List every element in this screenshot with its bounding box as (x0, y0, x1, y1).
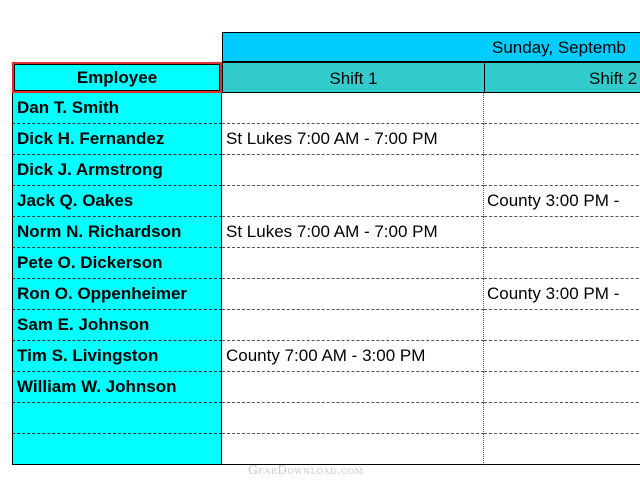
table-row (12, 434, 640, 465)
date-banner[interactable] (222, 32, 640, 62)
shift1-cell[interactable] (222, 186, 484, 217)
shift1-cell[interactable]: St Lukes 7:00 AM - 7:00 PM (222, 124, 484, 155)
employee-cell[interactable]: Dick J. Armstrong (12, 155, 222, 186)
employee-cell[interactable]: Jack Q. Oakes (12, 186, 222, 217)
shift1-cell[interactable] (222, 155, 484, 186)
employee-cell[interactable]: Sam E. Johnson (12, 310, 222, 341)
table-row (12, 124, 640, 155)
table-row (12, 279, 640, 310)
shift2-column-label: Shift 2 (589, 69, 638, 88)
shift2-cell[interactable] (484, 248, 640, 279)
shift1-cell[interactable] (222, 279, 484, 310)
table-row (12, 341, 640, 372)
shift2-cell[interactable] (484, 310, 640, 341)
watermark: GearDownload.com (248, 463, 364, 477)
shift1-cell[interactable] (222, 248, 484, 279)
employee-column-label: Employee (76, 68, 158, 87)
shift1-cell[interactable] (222, 310, 484, 341)
shift2-cell[interactable] (484, 434, 640, 465)
employee-cell[interactable] (12, 403, 222, 434)
employee-cell[interactable]: William W. Johnson (12, 372, 222, 403)
table-row (12, 217, 640, 248)
shift2-cell[interactable] (484, 93, 640, 124)
shift2-cell[interactable] (484, 217, 640, 248)
shift2-cell[interactable] (484, 372, 640, 403)
employee-cell[interactable]: Ron O. Oppenheimer (12, 279, 222, 310)
shift1-cell[interactable]: St Lukes 7:00 AM - 7:00 PM (222, 217, 484, 248)
employee-cell[interactable]: Tim S. Livingston (12, 341, 222, 372)
employee-cell[interactable]: Norm N. Richardson (12, 217, 222, 248)
shift2-column-header[interactable] (484, 62, 640, 93)
shift2-cell[interactable]: County 3:00 PM - (484, 279, 640, 310)
shift1-cell[interactable]: County 7:00 AM - 3:00 PM (222, 341, 484, 372)
shift1-cell[interactable] (222, 434, 484, 465)
employee-cell[interactable]: Pete O. Dickerson (12, 248, 222, 279)
shift2-cell[interactable] (484, 124, 640, 155)
table-row (12, 155, 640, 186)
shift2-cell[interactable]: County 3:00 PM - (484, 186, 640, 217)
employee-cell[interactable]: Dick H. Fernandez (12, 124, 222, 155)
shift2-cell[interactable] (484, 155, 640, 186)
table-row (12, 93, 640, 124)
date-label: Sunday, Septemb (492, 38, 626, 57)
shift1-column-label: Shift 1 (329, 69, 378, 88)
table-row (12, 310, 640, 341)
shift1-cell[interactable] (222, 403, 484, 434)
employee-column-header[interactable] (12, 62, 222, 93)
shift1-cell[interactable] (222, 372, 484, 403)
table-row (12, 186, 640, 217)
employee-cell[interactable]: Dan T. Smith (12, 93, 222, 124)
table-row (12, 403, 640, 434)
shift2-cell[interactable] (484, 341, 640, 372)
table-row (12, 372, 640, 403)
employee-cell[interactable] (12, 434, 222, 465)
shift1-cell[interactable] (222, 93, 484, 124)
table-row (12, 248, 640, 279)
shift2-cell[interactable] (484, 403, 640, 434)
shift1-column-header[interactable] (222, 62, 484, 93)
